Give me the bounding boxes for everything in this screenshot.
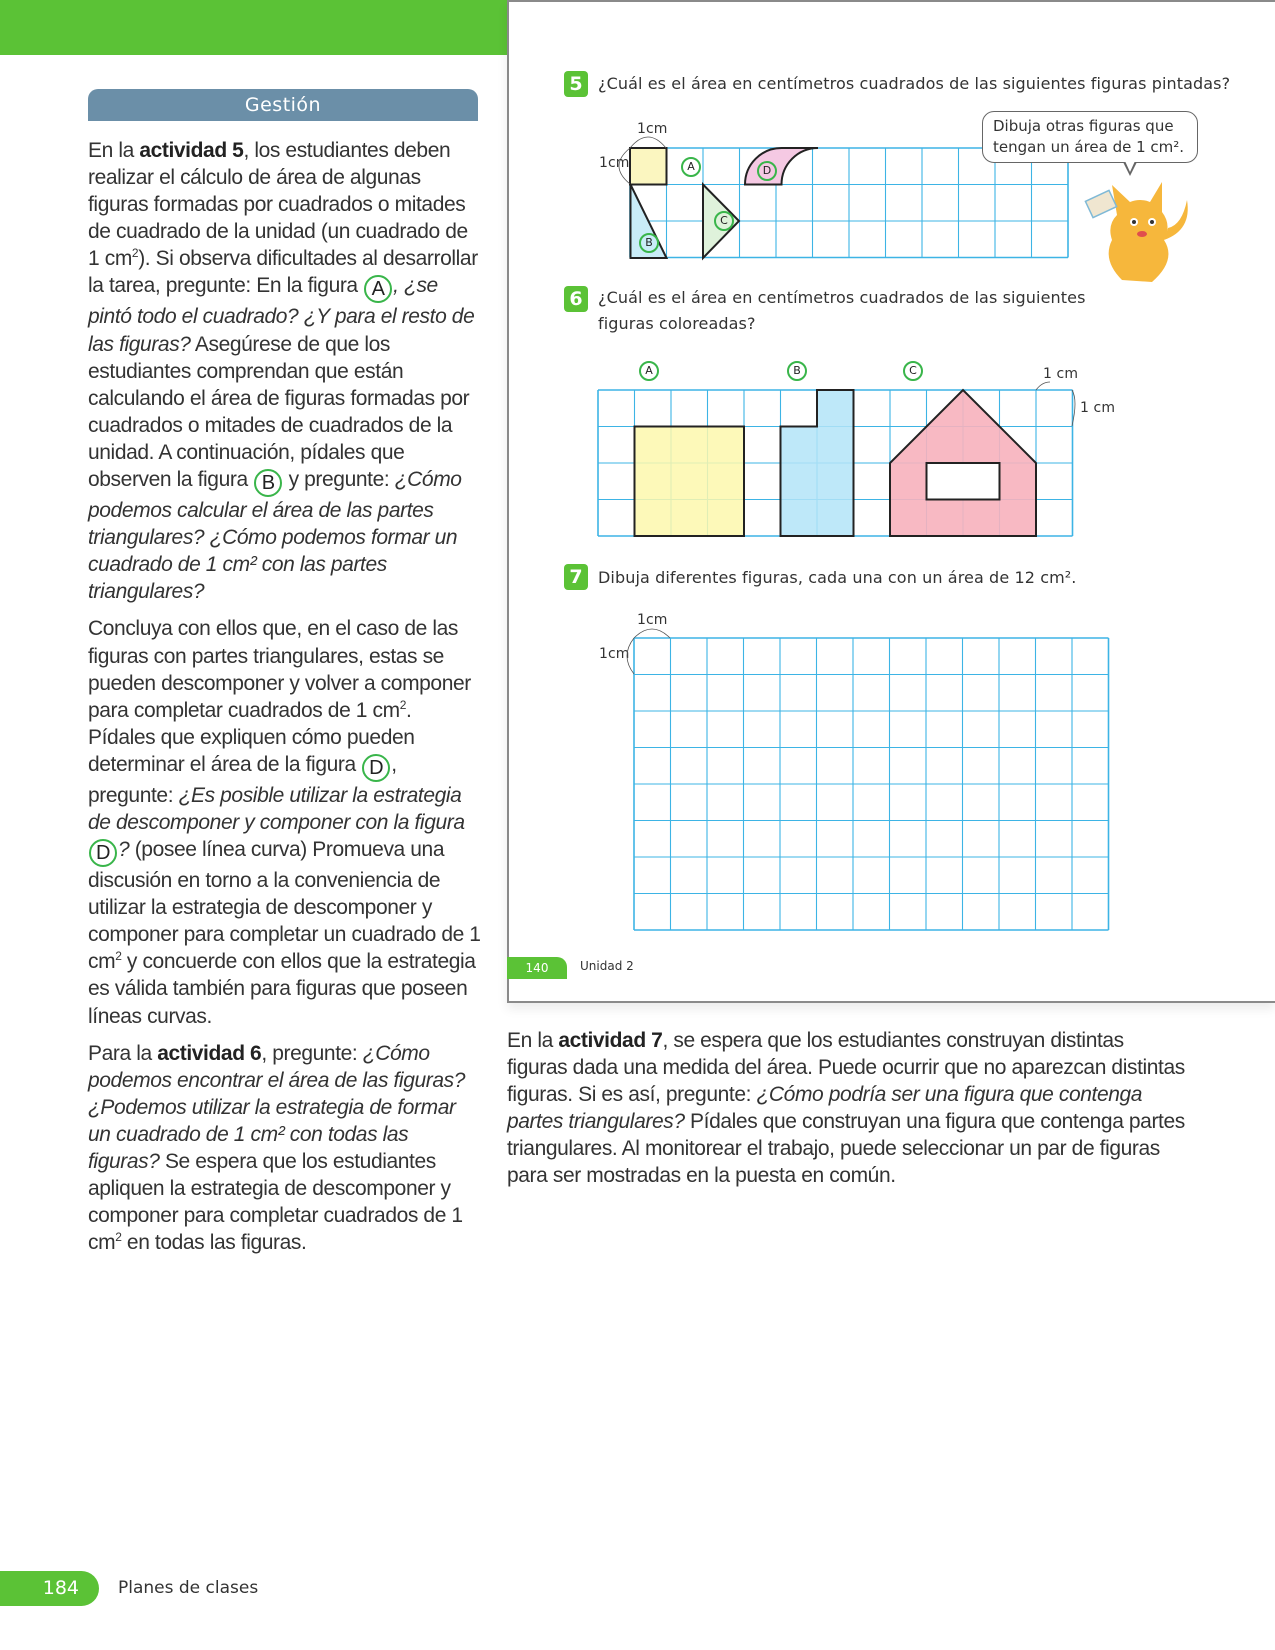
text: Para la [88, 1041, 158, 1065]
activity-ref: actividad 5 [139, 139, 244, 162]
q5-label-d: D [757, 161, 777, 181]
question-7-badge: 7 [564, 564, 588, 590]
q5-label-c: C [714, 211, 734, 231]
q6-grid-figures [598, 390, 1078, 540]
paragraph-conclusion [88, 615, 483, 1029]
q5-figure-d [745, 148, 818, 185]
q5-label-a: A [681, 157, 701, 177]
fox-mascot-icon [1082, 170, 1192, 290]
text: , pregunte: [88, 752, 397, 807]
q7-drawing-grid[interactable] [634, 638, 1114, 938]
q6-figure-b [781, 390, 854, 536]
text: Se espera que los estudiantes apliquen la estrategia de descomponer y componer para completar cuadrados de 1 cm [88, 1150, 463, 1255]
text: , se espera que los estudiantes construyan distintas figuras dada una medida del área. Puede ocurrir que no aparezcan distintas figuras. Si es así, pregunte: [507, 1029, 1185, 1107]
text: . Pídales que expliquen cómo pueden determinar el área de la figura [88, 698, 415, 776]
figure-label-b: B [254, 469, 282, 497]
question-6-badge: 6 [564, 286, 588, 312]
question-text: ? [118, 838, 130, 862]
superscript: 2 [131, 246, 139, 261]
page-number-badge: 184 [0, 1571, 99, 1606]
text: y concuerde con ellos que la estrategia es válida también para figuras que poseen líneas curvas. [88, 950, 476, 1028]
paragraph-activity-5 [88, 137, 483, 605]
text: Asegúrese de que los estudiantes comprendan que están calculando el área de figuras formadas por cuadrados o mitades de cuadrados de la unidad. A continuación, pídales que observen la figura [88, 332, 470, 492]
measure-arc-h [630, 137, 666, 148]
q6-label-h: 1 cm [1043, 366, 1079, 382]
activity-7-note [507, 1027, 1187, 1190]
q6-label-b: B [787, 361, 807, 381]
student-page-number: 140 [507, 957, 567, 979]
q7-label-h: 1cm [637, 612, 668, 628]
question-5-text: ¿Cuál es el área en centímetros cuadrados de las siguientes figuras pintadas? [598, 74, 1231, 93]
footer-label: Planes de clases [118, 1578, 259, 1598]
question-text: ¿Cómo podemos calcular el área de las partes triangulares? ¿Cómo podemos formar un cuadrado de 1 cm² con las partes triangulares? [88, 468, 462, 604]
text: Concluya con ellos que, en el caso de las figuras con partes triangulares, estas se pueden descomponer y volver a componer para completar cuadrados de 1 cm [88, 617, 471, 722]
figure-label-d: D [362, 754, 390, 782]
unit-label: Unidad 2 [580, 959, 634, 973]
q6-figure-c-hole [927, 463, 1000, 500]
superscript: 2 [115, 1230, 122, 1245]
q7-grid-lines [634, 638, 1109, 930]
text: y pregunte: [283, 468, 395, 492]
superscript: 2 [399, 697, 406, 712]
q7-label-v: 1cm [599, 646, 630, 662]
figure-label-d: D [89, 839, 117, 867]
text: (posee línea curva) Promueva una discusión en torno a la conveniencia de utilizar la estrategia de descomponer y componer para completar un cuadrado de 1 cm [88, 838, 481, 974]
q6-label-c: C [903, 361, 923, 381]
question-text: , ¿se pintó todo el cuadrado? ¿Y para el resto de las figuras? [88, 274, 475, 356]
figure-label-a: A [364, 275, 392, 303]
speech-bubble: Dibuja otras figuras que tengan un área de 1 cm². [982, 111, 1198, 163]
q6-label-a: A [639, 361, 659, 381]
question-7-text: Dibuja diferentes figuras, cada una con un área de 12 cm². [598, 568, 1077, 587]
text: Pídales que construyan una figura que contenga partes triangulares. Al monitorear el trabajo, puede seleccionar un par de figuras para ser mostradas en la puesta en común. [507, 1110, 1185, 1188]
question-6-text-line2: figuras coloreadas? [598, 314, 756, 333]
q5-figure-a [630, 148, 667, 185]
paragraph-activity-6 [88, 1040, 483, 1257]
q6-label-v: 1 cm [1080, 400, 1116, 416]
text: en todas las figuras. [121, 1231, 307, 1255]
top-color-bar [0, 0, 508, 55]
text: , los estudiantes deben realizar el cálculo de área de algunas figuras formadas por cuadrados o mitades de cuadrado de la unidad (un cuadrado de 1 cm [88, 139, 468, 271]
question-5-badge: 5 [564, 71, 588, 97]
text: ). Si observa dificultades al desarrollar la tarea, pregunte: En la figura [88, 247, 478, 298]
q5-label-v: 1cm [599, 155, 630, 171]
q6-figure-a [635, 427, 745, 537]
activity-ref: actividad 6 [157, 1041, 262, 1065]
guidance-column [88, 137, 483, 1266]
text: En la [88, 139, 140, 162]
question-text: ¿Cómo podría ser una figura que contenga partes triangulares? [507, 1083, 1143, 1134]
text: , pregunte: [261, 1041, 363, 1065]
question-text: ¿Es posible utilizar la estrategia de descomponer y componer con la figura [88, 783, 465, 834]
q5-label-h: 1cm [637, 121, 668, 137]
superscript: 2 [115, 949, 122, 964]
text: En la [507, 1029, 559, 1052]
question-6-text-line1: ¿Cuál es el área en centímetros cuadrados de las siguientes [598, 288, 1086, 307]
question-text: ¿Cómo podemos encontrar el área de las figuras? ¿Podemos utilizar la estrategia de formar un cuadrado de 1 cm² con todas las figuras? [88, 1041, 466, 1173]
q5-label-b: B [639, 233, 659, 253]
section-header: Gestión [88, 89, 478, 121]
activity-ref: actividad 7 [558, 1029, 663, 1052]
paragraph-activity-7 [507, 1027, 1187, 1190]
